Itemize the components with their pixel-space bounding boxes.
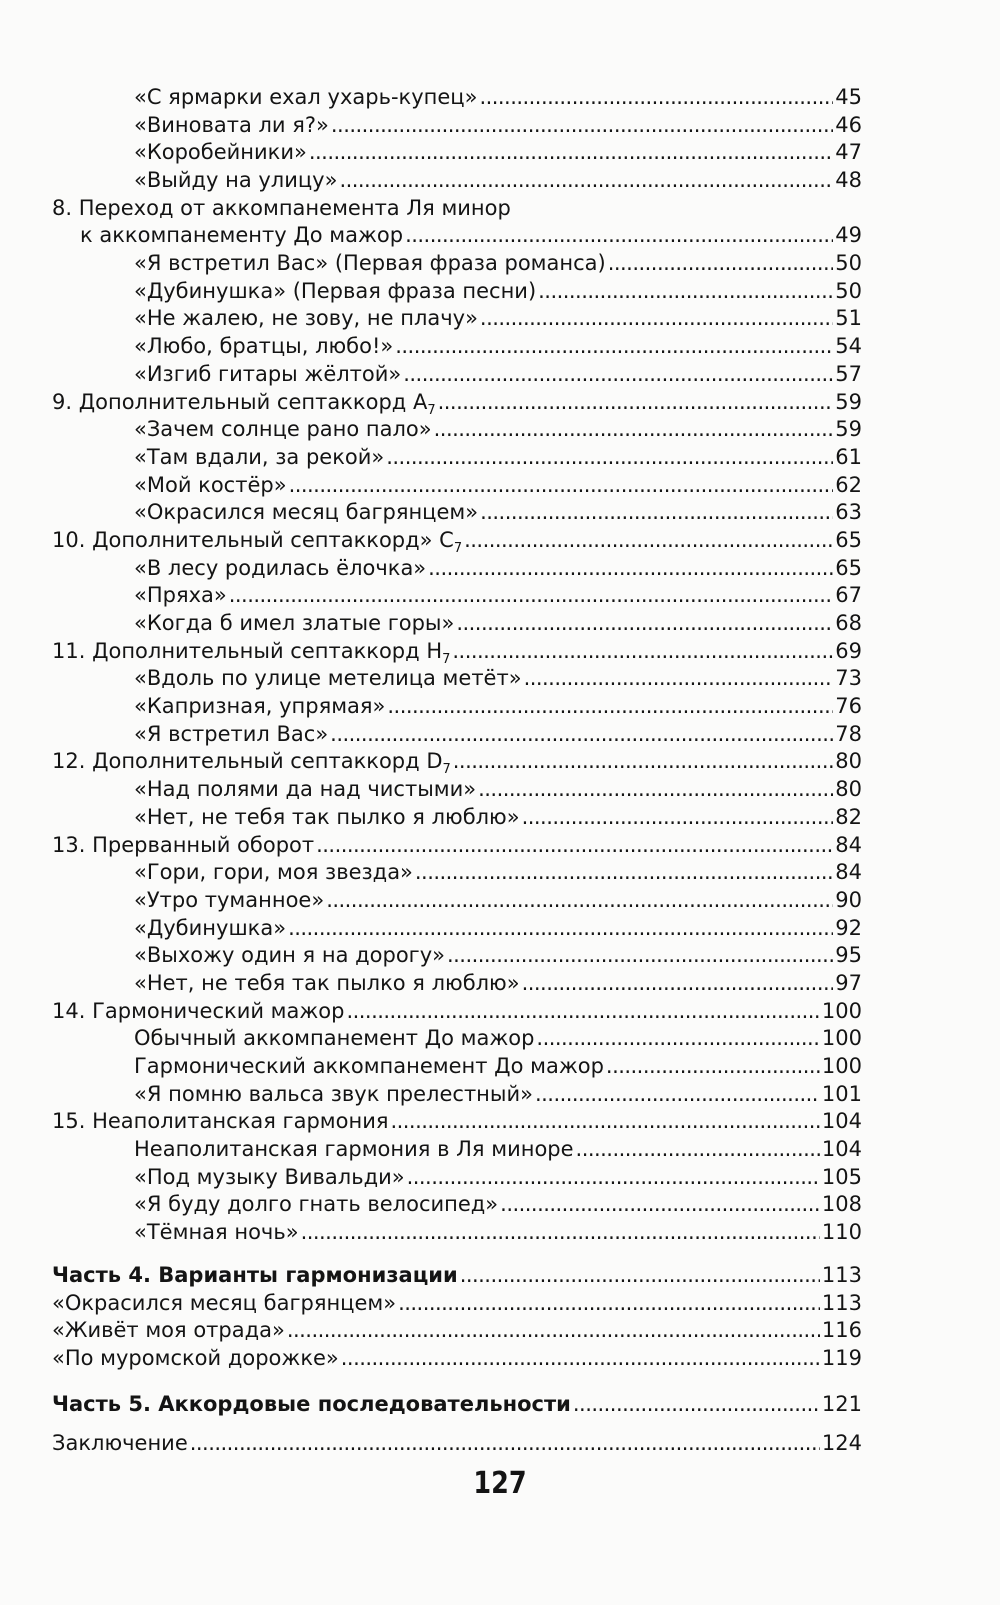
dot-leader (522, 804, 834, 832)
toc-entry-title: «Я буду долго гнать велосипед» (134, 1192, 499, 1217)
toc-entry-title: к аккомпанементу До мажор (80, 223, 404, 248)
toc-entry (52, 1192, 862, 1220)
toc-entry-title: 8. Переход от аккомпанемента Ля минор (52, 195, 511, 220)
toc-entry-page: 110 (821, 1220, 862, 1245)
toc-entry (52, 776, 862, 804)
toc-entry-title: «Капризная, упрямая» (134, 694, 386, 719)
chord-subscript: 7 (442, 651, 451, 667)
dot-leader (339, 167, 833, 195)
toc-entry (52, 444, 862, 472)
toc-entry-page: 101 (821, 1081, 862, 1106)
toc-entry-page: 124 (821, 1431, 862, 1456)
dot-leader (415, 859, 833, 887)
toc-entry (52, 1081, 862, 1109)
toc-entry-page: 97 (835, 970, 862, 995)
toc-entry-title: «Дубинушка» (Первая фраза песни) (134, 278, 537, 303)
dot-leader (438, 389, 834, 417)
toc-entry (52, 472, 862, 500)
toc-entry-title: 15. Неаполитанская гармония (52, 1109, 389, 1134)
toc-entry-page: 48 (835, 168, 862, 193)
toc-entry-page: 65 (835, 555, 862, 580)
chord-subscript: 7 (427, 402, 436, 418)
dot-leader (288, 915, 833, 943)
dot-leader (573, 1391, 820, 1419)
toc-entry-page: 84 (835, 832, 862, 857)
toc-entry-page: 65 (835, 527, 862, 552)
toc-entry (52, 1317, 862, 1345)
toc-entry-page: 104 (821, 1137, 862, 1162)
chord-subscript: 7 (442, 762, 451, 778)
dot-leader (608, 250, 834, 278)
toc-entry (52, 1391, 862, 1419)
toc-entry-page: 67 (835, 583, 862, 608)
dot-leader (387, 693, 833, 721)
toc-entry-page: 59 (835, 417, 862, 442)
toc-entry-title: «Мой костёр» (134, 472, 287, 497)
toc-entry-page: 95 (835, 943, 862, 968)
toc-entry-page: 62 (835, 472, 862, 497)
dot-leader (428, 555, 833, 583)
dot-leader (341, 1345, 820, 1373)
toc-entry (52, 693, 862, 721)
toc-entry-title: «Зачем солнце рано пало» (134, 417, 432, 442)
toc-entry-page: 104 (821, 1109, 862, 1134)
toc-entry (52, 915, 862, 943)
chord-subscript: 7 (453, 540, 463, 556)
dot-leader (301, 1219, 820, 1247)
toc-entry (52, 222, 862, 250)
dot-leader (190, 1430, 820, 1458)
toc-entry (52, 859, 862, 887)
dot-leader (522, 970, 834, 998)
toc-entry (52, 527, 862, 555)
toc-entry-title: «Изгиб гитары жёлтой» (134, 361, 402, 386)
toc-entry (52, 416, 862, 444)
toc-entry-title: «Тёмная ночь» (134, 1220, 299, 1245)
toc-entry-title: «Там вдали, за рекой» (134, 444, 385, 469)
toc-entry-title: Гармонический аккомпанемент До мажор (134, 1054, 604, 1079)
toc-entry-page: 47 (835, 140, 862, 165)
toc-entry (52, 610, 862, 638)
toc-entry-title: «В лесу родилась ёлочка» (134, 555, 427, 580)
dot-leader (453, 748, 833, 776)
dot-leader (606, 1053, 820, 1081)
toc-entry-title: «Утро туманное» (134, 887, 325, 912)
toc-entry-page: 63 (835, 500, 862, 525)
dot-leader (403, 361, 833, 389)
toc-entry-page: 59 (835, 389, 862, 414)
toc-entry-page: 68 (835, 611, 862, 636)
toc-entry-page: 61 (835, 444, 862, 469)
dot-leader (460, 1262, 820, 1290)
toc-entry-page: 80 (835, 777, 862, 802)
toc-entry-title: «Виновата ли я?» (134, 112, 329, 137)
toc-entry-title: Неаполитанская гармония в Ля миноре (134, 1137, 574, 1162)
toc-entry-title: 9. Дополнительный септаккорд $A_7$ (52, 389, 436, 418)
toc-entry (52, 804, 862, 832)
dot-leader (447, 942, 833, 970)
toc-entry (52, 361, 862, 389)
toc-entry (52, 721, 862, 749)
toc-entry-title: «По муромской дорожке» (52, 1345, 339, 1370)
toc-entry (52, 970, 862, 998)
toc-entry-title: «Окрасился месяц багрянцем» (52, 1290, 397, 1315)
toc-entry-page: 113 (821, 1262, 862, 1287)
dot-leader (464, 527, 833, 555)
dot-leader (452, 638, 833, 666)
toc-entry (52, 555, 862, 583)
dot-leader (524, 665, 834, 693)
toc-entry (52, 1053, 862, 1081)
toc-entry-page: 119 (821, 1345, 862, 1370)
toc-entry (52, 638, 862, 666)
toc-entry-title: «Над полями да над чистыми» (134, 777, 477, 802)
toc-entry-page: 51 (835, 306, 862, 331)
dot-leader (456, 610, 833, 638)
toc-entry-page: 113 (821, 1290, 862, 1315)
toc-entry (52, 749, 862, 777)
toc-entry-page: 121 (821, 1391, 862, 1416)
dot-leader (576, 1136, 820, 1164)
toc-entry (52, 1136, 862, 1164)
toc-entry-page: 76 (835, 694, 862, 719)
toc-entry (52, 333, 862, 361)
dot-leader (346, 998, 819, 1026)
dot-leader (331, 112, 833, 140)
toc-entry-title: 14. Гармонический мажор (52, 998, 345, 1023)
dot-leader (316, 832, 833, 860)
toc-entry-page: 80 (835, 749, 862, 774)
dot-leader (538, 278, 833, 306)
toc-entry-page: 92 (835, 915, 862, 940)
toc-entry-title: «Под музыку Вивальди» (134, 1164, 405, 1189)
dot-leader (480, 305, 833, 333)
toc-entry-title: «Когда б имел златые горы» (134, 611, 455, 636)
dot-leader (287, 1317, 820, 1345)
dot-leader (407, 1164, 820, 1192)
toc-entry (52, 582, 862, 610)
toc-entry-title: «Я встретил Вас» (134, 721, 329, 746)
dot-leader (386, 444, 833, 472)
toc-entry-title: 13. Прерванный оборот (52, 832, 315, 857)
toc-entry-title: 10. Дополнительный септаккорд» $C_7$ (52, 527, 463, 556)
toc-entry (52, 250, 862, 278)
dot-leader (480, 499, 833, 527)
toc-entry-title: «Выйду на улицу» (134, 168, 338, 193)
toc-entry (52, 998, 862, 1026)
toc-entry (52, 887, 862, 915)
toc-entry (52, 195, 862, 223)
toc-entry (52, 1345, 862, 1373)
toc-entry-page: 69 (835, 638, 862, 663)
toc-entry-page: 105 (821, 1164, 862, 1189)
dot-leader (395, 333, 833, 361)
toc-entry-title: «Выхожу один я на дорогу» (134, 943, 445, 968)
toc-entry-page: 100 (821, 998, 862, 1023)
toc-entry-title: «Живёт моя отрада» (52, 1318, 285, 1343)
toc-entry-page: 54 (835, 334, 862, 359)
toc-entry-page: 82 (835, 804, 862, 829)
toc-entry (52, 1430, 862, 1458)
toc-entry-page: 100 (821, 1054, 862, 1079)
toc-entry-title: «С ярмарки ехал ухарь-купец» (134, 84, 478, 109)
toc-entry-title: «Дубинушка» (134, 915, 287, 940)
toc-entry (52, 278, 862, 306)
toc-entry-title: «Пряха» (134, 583, 227, 608)
dot-leader (434, 416, 834, 444)
toc-entry-page: 100 (821, 1026, 862, 1051)
toc-entry-title: Часть 5. Аккордовые последовательности (52, 1391, 571, 1416)
toc-entry-page: 78 (835, 721, 862, 746)
toc-entry-title: 11. Дополнительный септаккорд $H_7$ (52, 638, 451, 667)
toc-entry (52, 139, 862, 167)
toc-entry-page: 116 (821, 1318, 862, 1343)
toc-entry-page: 108 (821, 1192, 862, 1217)
dot-leader (536, 1025, 819, 1053)
page-number: 127 (473, 1466, 527, 1501)
toc-entry-title: «Нет, не тебя так пылко я люблю» (134, 970, 520, 995)
toc-entry (52, 1025, 862, 1053)
toc-entry (52, 167, 862, 195)
toc-entry-page: 49 (835, 223, 862, 248)
toc-entry (52, 942, 862, 970)
toc-entry (52, 665, 862, 693)
toc-entry-page: 57 (835, 361, 862, 386)
dot-leader (330, 721, 833, 749)
toc-entry-title: «Окрасился месяц багрянцем» (134, 500, 479, 525)
dot-leader (405, 222, 833, 250)
dot-leader (229, 582, 834, 610)
dot-leader (479, 84, 833, 112)
toc-entry-title: «Я встретил Вас» (Первая фраза романса) (134, 251, 606, 276)
toc-entry-title: Часть 4. Варианты гармонизации (52, 1262, 458, 1287)
toc-entry-page: 45 (835, 84, 862, 109)
table-of-contents (52, 84, 862, 1458)
toc-entry-title: «Не жалею, не зову, не плачу» (134, 306, 478, 331)
dot-leader (326, 887, 833, 915)
dot-leader (478, 776, 833, 804)
toc-entry-title: «Любо, братцы, любо!» (134, 334, 394, 359)
toc-entry-title: «Коробейники» (134, 140, 307, 165)
toc-entry (52, 389, 862, 417)
toc-entry-page: 73 (835, 666, 862, 691)
toc-entry-title: «Я помню вальса звук прелестный» (134, 1081, 533, 1106)
toc-entry-title: «Вдоль по улице метелица метёт» (134, 666, 522, 691)
toc-entry (52, 832, 862, 860)
dot-leader (309, 139, 833, 167)
toc-entry (52, 112, 862, 140)
toc-entry-title: 12. Дополнительный септаккорд $D_7$ (52, 749, 451, 778)
dot-leader (289, 472, 834, 500)
toc-entry-page: 90 (835, 887, 862, 912)
toc-entry-title: «Нет, не тебя так пылко я люблю» (134, 804, 520, 829)
toc-entry-title: Заключение (52, 1431, 188, 1456)
toc-entry-page: 50 (835, 278, 862, 303)
dot-leader (390, 1108, 819, 1136)
toc-entry (52, 499, 862, 527)
toc-entry (52, 306, 862, 334)
toc-entry (52, 1164, 862, 1192)
toc-entry-page: 84 (835, 860, 862, 885)
dot-leader (535, 1081, 820, 1109)
dot-leader (398, 1290, 820, 1318)
toc-entry (52, 1108, 862, 1136)
toc-entry-page: 50 (835, 251, 862, 276)
toc-entry (52, 1290, 862, 1318)
toc-entry (52, 84, 862, 112)
dot-leader (500, 1191, 820, 1219)
toc-entry-page: 46 (835, 112, 862, 137)
toc-entry (52, 1262, 862, 1290)
toc-entry (52, 1219, 862, 1247)
toc-entry-title: «Гори, гори, моя звезда» (134, 860, 413, 885)
toc-entry-title: Обычный аккомпанемент До мажор (134, 1026, 535, 1051)
